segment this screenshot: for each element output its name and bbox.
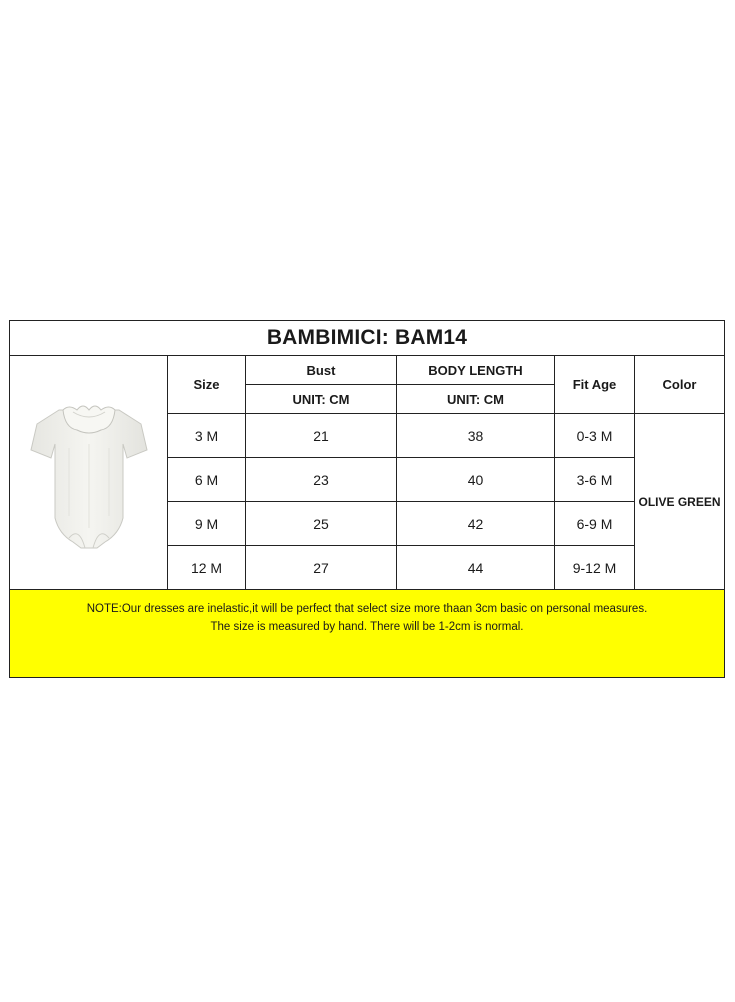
cell-bust: 21 <box>245 413 396 457</box>
cell-bust: 25 <box>245 501 396 545</box>
header-color: Color <box>634 355 724 413</box>
note-line-1: NOTE:Our dresses are inelastic,it will be perfect that select size more thaan 3cm basic on personal measures. <box>86 603 648 615</box>
cell-body-length: 44 <box>396 545 554 589</box>
chart-title: BAMBIMICI: BAM14 <box>266 326 468 349</box>
note-banner <box>10 589 724 677</box>
header-body-length: BODY LENGTH <box>396 355 554 384</box>
cell-body-length: 42 <box>396 501 554 545</box>
cell-body-length: 38 <box>396 413 554 457</box>
cell-bust: 23 <box>245 457 396 501</box>
cell-size: 12 M <box>167 545 245 589</box>
header-body-length-unit: UNIT: CM <box>396 384 554 413</box>
cell-fit-age: 3-6 M <box>554 457 634 501</box>
cell-size: 6 M <box>167 457 245 501</box>
baby-bodysuit-icon <box>29 388 149 558</box>
size-chart-table <box>9 320 725 678</box>
header-bust: Bust <box>245 355 396 384</box>
header-fit-age: Fit Age <box>554 355 634 413</box>
cell-fit-age: 0-3 M <box>554 413 634 457</box>
header-bust-unit: UNIT: CM <box>245 384 396 413</box>
cell-fit-age: 6-9 M <box>554 501 634 545</box>
cell-size: 3 M <box>167 413 245 457</box>
product-image-cell <box>10 355 167 589</box>
cell-size: 9 M <box>167 501 245 545</box>
cell-body-length: 40 <box>396 457 554 501</box>
cell-bust: 27 <box>245 545 396 589</box>
cell-fit-age: 9-12 M <box>554 545 634 589</box>
note-line-2: The size is measured by hand. There will be 1-2cm is normal. <box>210 621 524 633</box>
header-size: Size <box>167 355 245 413</box>
cell-color: OLIVE GREEN <box>634 413 724 589</box>
